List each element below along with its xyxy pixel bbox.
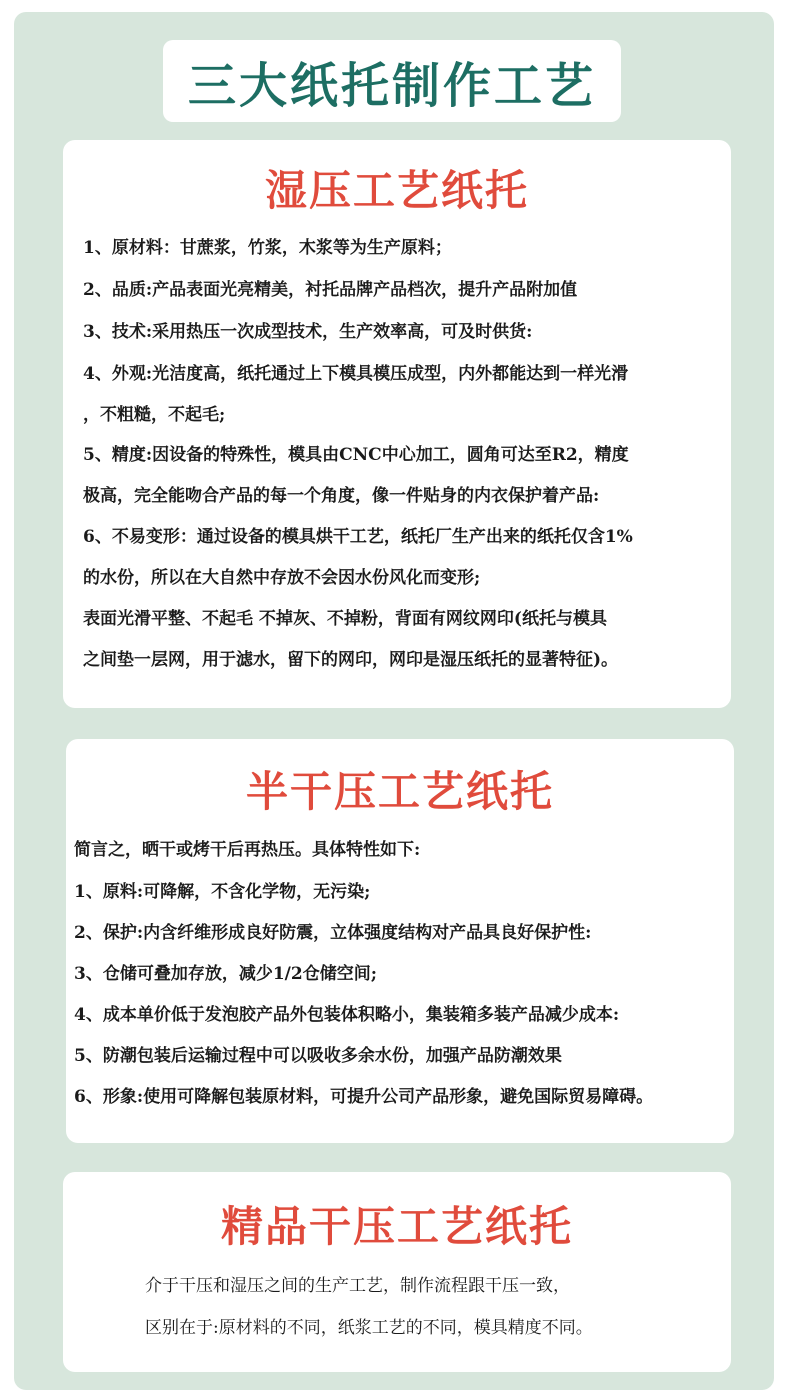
text-line: 介于干压和湿压之间的生产工艺，制作流程跟干压一致， <box>145 1276 570 1296</box>
text-line: 4、外观:光洁度高，纸托通过上下模具模压成型，内外都能达到一样光滑 <box>83 364 629 384</box>
text-line: 2、保护:内含纤维形成良好防震，立体强度结构对产品具良好保护性: <box>74 923 592 943</box>
section-title: 湿压工艺纸托 <box>264 166 529 215</box>
text-line: 表面光滑平整、不起毛 不掉灰、不掉粉，背面有网纹网印(纸托与模具 <box>83 609 607 629</box>
text-line: 极高，完全能吻合产品的每一个角度，像一件贴身的内衣保护着产品: <box>83 486 600 506</box>
header-banner <box>163 40 621 122</box>
text-line: 1、原料:可降解，不含化学物，无污染; <box>74 882 371 902</box>
text-line: 1、原材料：甘蔗浆，竹浆，木浆等为生产原料； <box>83 238 452 258</box>
section-title: 精品干压工艺纸托 <box>220 1202 573 1251</box>
text-line: 3、仓储可叠加存放，减少1/2仓储空间; <box>74 964 377 984</box>
section-title: 半干压工艺纸托 <box>245 767 554 816</box>
section-card-semi-dry-press <box>66 739 734 1143</box>
text-line: 简言之，晒干或烤干后再热压。具体特性如下: <box>74 840 421 860</box>
text-line: 2、品质:产品表面光亮精美，衬托品牌产品档次，提升产品附加值 <box>83 280 578 300</box>
text-line: 3、技术:采用热压一次成型技术，生产效率高，可及时供货: <box>83 322 533 342</box>
text-line: 5、防潮包装后运输过程中可以吸收多余水份，加强产品防潮效果 <box>74 1046 562 1066</box>
section-card-premium-dry-press <box>63 1172 731 1372</box>
text-line: 6、不易变形：通过设备的模具烘干工艺，纸托厂生产出来的纸托仅含1% <box>83 527 633 547</box>
text-line: 之间垫一层网，用于滤水，留下的网印，网印是湿压纸托的显著特征)。 <box>83 650 619 670</box>
page-title: 三大纸托制作工艺 <box>187 57 596 114</box>
text-line: 的水份，所以在大自然中存放不会因水份风化而变形; <box>83 568 481 588</box>
text-line: 4、成本单价低于发泡胶产品外包装体积略小，集装箱多装产品减少成本: <box>74 1005 620 1025</box>
text-line: 区别在于:原材料的不同，纸浆工艺的不同，模具精度不同。 <box>145 1318 593 1338</box>
text-line: 5、精度:因设备的特殊性，模具由CNC中心加工，圆角可达至R2，精度 <box>83 445 629 465</box>
text-line: ，不粗糙，不起毛; <box>83 405 226 425</box>
text-line: 6、形象:使用可降解包装原材料，可提升公司产品形象，避免国际贸易障碍。 <box>74 1087 654 1107</box>
section-card-wet-press <box>63 140 731 708</box>
